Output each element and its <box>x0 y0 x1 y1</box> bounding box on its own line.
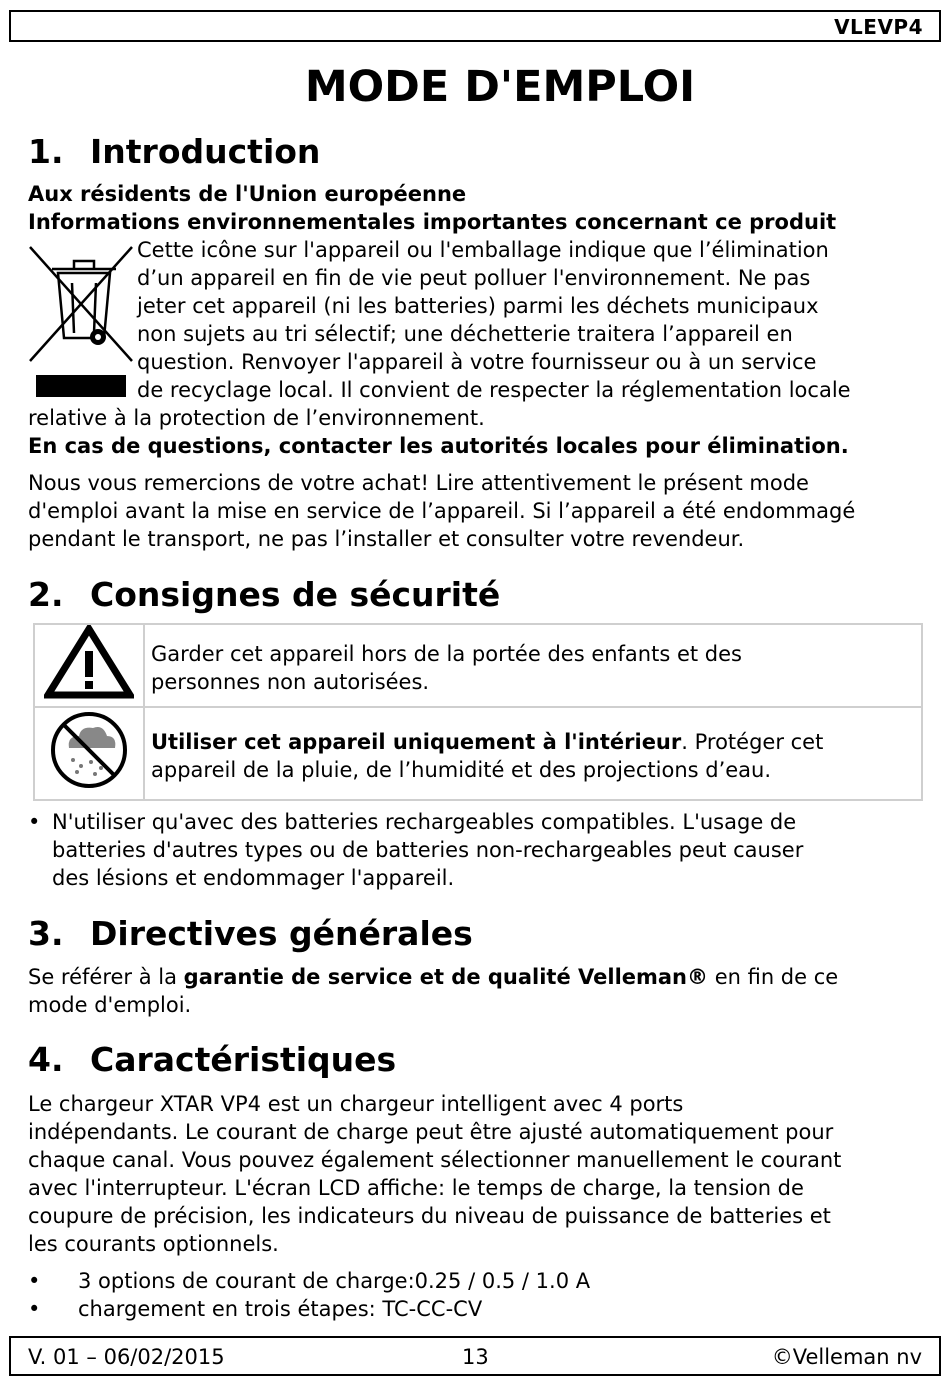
general-line2: mode d'emploi. <box>28 993 192 1017</box>
questions-notice: En cas de questions, contacter les autorités locales pour élimination. <box>28 434 849 458</box>
eu-heading: Aux résidents de l'Union européenne <box>28 182 467 206</box>
section-heading-safety <box>28 575 500 614</box>
section-title: Caractéristiques <box>90 1040 397 1079</box>
warning-triangle-icon <box>44 625 134 699</box>
env-heading: Informations environnementales importantes concernant ce produit <box>28 210 837 234</box>
features-line: coupure de précision, les indicateurs du niveau de puissance de batteries et <box>28 1204 831 1228</box>
thanks-paragraph <box>28 469 928 553</box>
features-line: chaque canal. Vous pouvez également sélectionner manuellement le courant <box>28 1148 842 1172</box>
section-number: 4. <box>28 1040 64 1079</box>
feature-bullet-text: 3 options de courant de charge:0.25 / 0.5 / 1.0 A <box>78 1269 591 1293</box>
section-heading-general <box>28 914 473 953</box>
features-line: avec l'interrupteur. L'écran LCD affiche: le temps de charge, la tension de <box>28 1176 804 1200</box>
safety-text-cell <box>144 624 922 707</box>
section-title: Directives générales <box>90 914 473 953</box>
section-heading-introduction <box>28 132 320 171</box>
thanks-line: d'emploi avant la mise en service de l’appareil. Si l’appareil a été endommagé <box>28 499 856 523</box>
battery-bullet <box>28 808 928 892</box>
section-title: Introduction <box>90 132 321 171</box>
weee-line: question. Renvoyer l'appareil à votre fournisseur ou à un service <box>137 350 817 374</box>
weee-line: de recyclage local. Il convient de respecter la réglementation locale <box>137 378 851 402</box>
thanks-line: Nous vous remercions de votre achat! Lire attentivement le présent mode <box>28 471 809 495</box>
safety-text-cell <box>144 707 922 800</box>
footer-page-number: 13 <box>462 1345 489 1369</box>
bullet-symbol: • <box>28 1297 41 1321</box>
bullet-symbol: • <box>28 1269 41 1293</box>
safety-line <box>151 728 909 756</box>
warning-cell <box>34 624 144 707</box>
safety-line: personnes non autorisées. <box>151 669 430 694</box>
safety-row <box>34 624 922 707</box>
general-post: en fin de ce <box>708 965 839 989</box>
warranty-reference: garantie de service et de qualité Velleman® <box>183 965 709 989</box>
rain-cell <box>34 707 144 800</box>
bullet-line: des lésions et endommager l'appareil. <box>52 866 455 890</box>
section-title: Consignes de sécurité <box>90 575 501 614</box>
bullet-line: N'utiliser qu'avec des batteries rechargeables compatibles. L'usage de <box>52 810 797 834</box>
general-paragraph <box>28 963 928 1019</box>
safety-row <box>34 707 922 800</box>
indoor-use-rest: . Protéger cet <box>681 729 824 754</box>
indoor-use-bold: Utiliser cet appareil uniquement à l'intérieur <box>151 729 682 754</box>
weee-line: non sujets au tri sélectif; une déchetterie traitera l’appareil en <box>137 322 793 346</box>
footer-version: V. 01 – 06/02/2015 <box>28 1345 225 1369</box>
page-title: MODE D'EMPLOI <box>304 62 696 112</box>
feature-bullet <box>28 1295 928 1323</box>
weee-text <box>137 236 937 404</box>
no-rain-icon <box>47 708 131 792</box>
features-line: indépendants. Le courant de charge peut être ajusté automatiquement pour <box>28 1120 834 1144</box>
weee-line: d’un appareil en fin de vie peut polluer l'environnement. Ne pas <box>137 266 811 290</box>
safety-line: Garder cet appareil hors de la portée des enfants et des <box>151 641 742 666</box>
weee-bin-icon <box>28 243 134 403</box>
feature-bullet-text: chargement en trois étapes: TC-CC-CV <box>78 1297 483 1321</box>
header-box <box>9 10 941 42</box>
section-number: 2. <box>28 575 64 614</box>
section-heading-features <box>28 1040 396 1079</box>
section-number: 1. <box>28 132 64 171</box>
general-pre: Se référer à la <box>28 965 184 989</box>
bullet-symbol: • <box>28 810 41 834</box>
weee-line: jeter cet appareil (ni les batteries) parmi les déchets municipaux <box>137 294 819 318</box>
footer-copyright: ©Velleman nv <box>771 1345 922 1369</box>
safety-table <box>33 623 923 801</box>
weee-line: Cette icône sur l'appareil ou l'emballage indique que l’élimination <box>137 238 829 262</box>
feature-bullet <box>28 1267 928 1295</box>
features-line: Le chargeur XTAR VP4 est un chargeur intelligent avec 4 ports <box>28 1092 684 1116</box>
features-line: les courants optionnels. <box>28 1232 279 1256</box>
thanks-line: pendant le transport, ne pas l’installer et consulter votre revendeur. <box>28 527 745 551</box>
bullet-line: batteries d'autres types ou de batteries non-rechargeables peut causer <box>52 838 804 862</box>
safety-line: appareil de la pluie, de l’humidité et des projections d’eau. <box>151 757 772 782</box>
model-number: VLEVP4 <box>834 15 923 39</box>
weee-last-line: relative à la protection de l’environnement. <box>28 406 485 430</box>
features-paragraph <box>28 1090 928 1258</box>
section-number: 3. <box>28 914 64 953</box>
